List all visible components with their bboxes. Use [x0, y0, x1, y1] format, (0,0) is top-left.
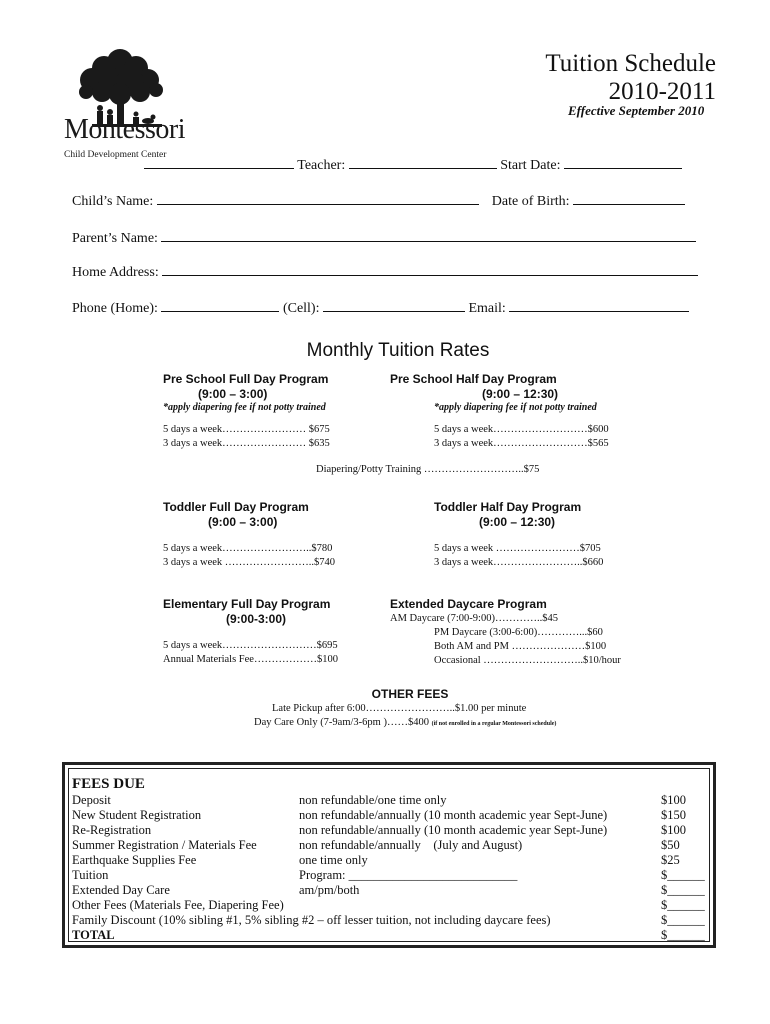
fee-amount: $100 [661, 793, 686, 807]
fees-due-inner [68, 768, 710, 942]
toddler-half-hours: (9:00 – 12:30) [479, 515, 556, 529]
toddler-half-title: Toddler Half Day Program [434, 500, 582, 514]
late-pickup-fee: Late Pickup after 6:00……………………..$1.00 per minute [272, 703, 527, 714]
row-child [72, 191, 685, 210]
fee-label: Extended Day Care [72, 883, 170, 897]
phone-home-field[interactable] [161, 298, 279, 312]
rate-row: 5 days a week ……………………$705 [434, 543, 601, 554]
rate-row: 3 days a week…………………… $635 [163, 438, 330, 449]
row-parent [72, 228, 696, 247]
rate-row: 3 days a week ……………………..$740 [163, 557, 336, 568]
fee-amount: $25 [661, 853, 680, 867]
preschool-half-title: Pre School Half Day Program [390, 372, 557, 386]
fee-label: Earthquake Supplies Fee [72, 853, 197, 867]
child-name-field[interactable] [157, 191, 479, 205]
fee-amount[interactable]: $______ [661, 913, 705, 927]
fee-desc: non refundable/annually (July and August) [299, 838, 523, 852]
rate-row: 5 days a week…………………… $675 [163, 424, 330, 435]
logo-name: Montessori [64, 114, 185, 145]
rate-row: PM Daycare (3:00-6:00)…………...$60 [434, 627, 603, 638]
parent-name-label: Parent’s Name: [72, 231, 158, 246]
email-field[interactable] [509, 298, 689, 312]
rates-heading: Monthly Tuition Rates [306, 340, 490, 361]
fee-label: Summer Registration / Materials Fee [72, 838, 257, 852]
toddler-full-hours: (9:00 – 3:00) [208, 515, 278, 529]
logo-subtitle: Child Development Center [64, 150, 167, 160]
cell-field[interactable] [323, 298, 465, 312]
rate-row: Both AM and PM …………………$100 [434, 641, 607, 652]
fee-label: Deposit [72, 793, 111, 807]
row-phone [72, 298, 689, 317]
title-line2: 2010-2011 [608, 78, 716, 105]
fee-amount[interactable]: $______ [661, 883, 705, 897]
preschool-half-note: *apply diapering fee if not potty trained [434, 402, 597, 413]
toddler-full-rates [163, 542, 335, 570]
preschool-full-title: Pre School Full Day Program [163, 372, 329, 386]
extended-rates [390, 612, 621, 668]
rate-row: Occasional ………………………..$10/hour [434, 655, 621, 666]
fee-amount: $100 [661, 823, 686, 837]
fees-due-heading: FEES DUE [72, 776, 145, 792]
rate-row: 5 days a week……………………..$780 [163, 543, 333, 554]
fee-label: Tuition [72, 868, 109, 882]
preschool-full-rates [163, 423, 330, 451]
rate-row: 5 days a week………………………$695 [163, 640, 338, 651]
blank-field[interactable] [144, 155, 294, 169]
elementary-rates [163, 639, 338, 667]
fee-amount: $150 [661, 808, 686, 822]
elementary-title: Elementary Full Day Program [163, 597, 331, 611]
title-line1: Tuition Schedule [545, 50, 716, 77]
toddler-full-title: Toddler Full Day Program [163, 500, 309, 514]
effective-date: Effective September 2010 [568, 103, 705, 118]
extended-title: Extended Daycare Program [390, 597, 547, 611]
fee-total-amount[interactable]: $______ [661, 928, 705, 942]
row-address [72, 262, 698, 281]
phone-home-label: Phone (Home): [72, 301, 158, 316]
toddler-half-rates [434, 542, 603, 570]
home-address-field[interactable] [162, 262, 698, 276]
home-address-label: Home Address: [72, 265, 159, 280]
start-date-label: Start Date: [500, 158, 561, 173]
rate-row: 3 days a week………………………$565 [434, 438, 609, 449]
fee-total-label: TOTAL [72, 928, 115, 942]
day-care-only-note: (if not enrolled in a regular Montessori schedule) [431, 721, 557, 727]
fee-desc: non refundable/annually (10 month academic year Sept-June) [299, 808, 608, 822]
fees-due-box [62, 762, 716, 948]
fee-desc: non refundable/annually (10 month academic year Sept-June) [299, 823, 608, 837]
fee-amount[interactable]: $______ [661, 868, 705, 882]
fee-amount: $50 [661, 838, 680, 852]
child-name-label: Child’s Name: [72, 194, 154, 209]
fee-desc: one time only [299, 853, 368, 867]
fee-desc: am/pm/both [299, 883, 360, 897]
other-fees-heading: OTHER FEES [371, 687, 449, 701]
fee-desc: non refundable/one time only [299, 793, 447, 807]
logo [62, 44, 185, 164]
email-label: Email: [468, 301, 506, 316]
day-care-only-text: Day Care Only (7-9am/3-6pm )……$400 [254, 717, 429, 728]
fee-label: New Student Registration [72, 808, 202, 822]
rate-row: 3 days a week……………………..$660 [434, 557, 604, 568]
rate-row: 5 days a week………………………$600 [434, 424, 609, 435]
fee-label: Other Fees (Materials Fee, Diapering Fee) [72, 898, 284, 912]
fee-label: Re-Registration [72, 823, 152, 837]
row-teacher [144, 155, 682, 174]
preschool-half-hours: (9:00 – 12:30) [482, 387, 559, 401]
dob-label: Date of Birth: [491, 194, 570, 209]
dob-field[interactable] [573, 191, 685, 205]
fee-amount[interactable]: $______ [661, 898, 705, 912]
rate-row: Annual Materials Fee………………$100 [163, 654, 338, 665]
preschool-half-rates [434, 423, 609, 451]
elementary-hours: (9:00-3:00) [226, 612, 287, 626]
preschool-full-hours: (9:00 – 3:00) [198, 387, 268, 401]
teacher-label: Teacher: [297, 158, 346, 173]
preschool-full-note: *apply diapering fee if not potty trained [163, 402, 326, 413]
start-date-field[interactable] [564, 155, 682, 169]
teacher-field[interactable] [349, 155, 497, 169]
cell-label: (Cell): [282, 301, 320, 316]
page-title [416, 50, 716, 106]
day-care-only-fee [254, 716, 556, 731]
fee-label: Family Discount (10% sibling #1, 5% sibling #2 – off lesser tuition, not including daycare fees) [72, 913, 551, 927]
parent-name-field[interactable] [161, 228, 696, 242]
diapering-fee: Diapering/Potty Training ………………………..$75 [316, 464, 540, 475]
rate-row: AM Daycare (7:00-9:00)…………..$45 [390, 613, 558, 624]
fee-desc[interactable]: Program: ___________________________ [299, 868, 518, 882]
